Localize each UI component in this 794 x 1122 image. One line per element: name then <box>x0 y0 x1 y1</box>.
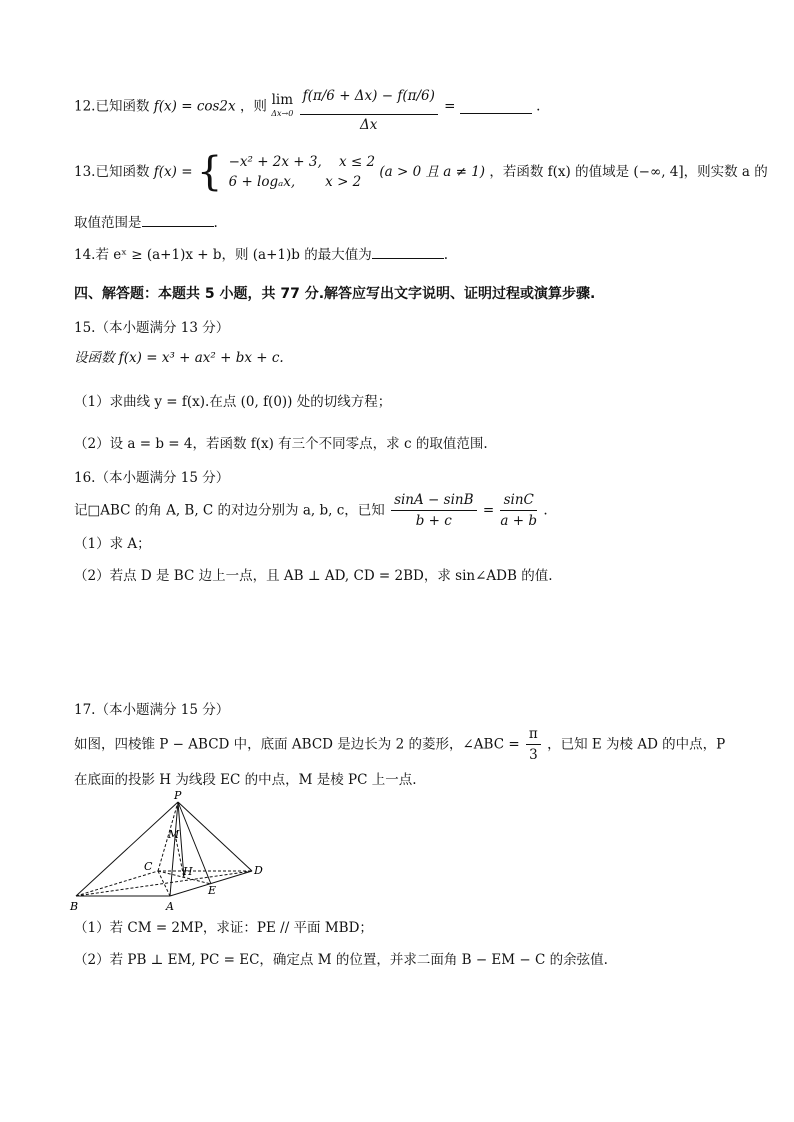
label-D: D <box>254 864 263 877</box>
q17-part2: （2）若 PB ⊥ EM, PC = EC，确定点 M 的位置，并求二面角 B − EM − C 的余弦值. <box>74 952 608 968</box>
q17-stem-a: 如图，四棱锥 P − ABCD 中，底面 ABCD 是边长为 2 的菱形，∠ABC = <box>74 736 520 753</box>
q17-stem-b: ，已知 E 为棱 AD 的中点，P <box>547 736 726 753</box>
label-C: C <box>144 860 153 873</box>
q16-frac1-num: sinA − sinB <box>391 490 476 511</box>
q13-param: (a > 0 且 a ≠ 1) <box>379 164 486 180</box>
q13-brace: { <box>196 149 223 195</box>
q15-part1: （1）求曲线 y = f(x).在点 (0, f(0)) 处的切线方程； <box>74 394 392 410</box>
label-M: M <box>168 828 180 841</box>
q17-stem-line2: 在底面的投影 H 为线段 EC 的中点，M 是棱 PC 上一点. <box>74 772 417 788</box>
question-14 <box>74 244 754 265</box>
q13-line2: 取值范围是 <box>74 215 142 231</box>
q16-part1: （1）求 A； <box>74 536 151 552</box>
q17-title: 17.（本小题满分 15 分） <box>74 702 230 718</box>
edge-BC <box>76 871 158 896</box>
question-13-line2 <box>74 212 754 233</box>
q17-part1: （1）若 CM = 2MP，求证：PE // 平面 MBD； <box>74 920 373 936</box>
q12-func-def: f(x) = cos2x <box>153 98 236 115</box>
q12-equals: = <box>444 98 456 115</box>
q13-case1 <box>229 152 376 172</box>
label-B: B <box>70 900 79 913</box>
q17-angle-fraction <box>526 724 541 765</box>
edge-PD <box>178 802 252 871</box>
q12-end: . <box>536 98 541 115</box>
q16-fraction-2 <box>500 490 537 531</box>
q16-part2: （2）若点 D 是 BC 边上一点，且 AB ⊥ AD, CD = 2BD，求 sin∠ADB 的值. <box>74 568 553 584</box>
q16-frac2-den: a + b <box>500 513 538 529</box>
q17-angle-den: 3 <box>529 747 538 763</box>
q17-angle-num: π <box>526 724 541 745</box>
q12-fraction <box>300 78 438 135</box>
q16-frac2-num: sinC <box>500 490 537 511</box>
q14-text: 14.若 eˣ ≥ (a+1)x + b，则 (a+1)b 的最大值为 <box>74 247 372 263</box>
q12-lim-sub: Δx→0 <box>271 108 294 118</box>
q16-frac1-den: b + c <box>415 513 452 529</box>
q13-piecewise <box>227 152 376 192</box>
q12-prefix: 12.已知函数 <box>74 98 150 115</box>
q13-case2-cond: x > 2 <box>325 174 362 190</box>
q13-answer-blank <box>142 212 214 227</box>
pyramid-figure <box>66 790 276 914</box>
label-E: E <box>208 884 217 897</box>
q12-limit <box>271 91 294 120</box>
q16-title: 16.（本小题满分 15 分） <box>74 470 230 486</box>
section-4-heading: 四、解答题：本题共 5 小题，共 77 分.解答应写出文字说明、证明过程或演算步骤. <box>74 286 596 302</box>
q12-lim-word: lim <box>271 91 293 108</box>
edge-BD <box>76 871 252 896</box>
q14-answer-blank <box>372 244 444 259</box>
q13-end: . <box>213 215 218 231</box>
q15-part2: （2）设 a = b = 4，若函数 f(x) 有三个不同零点，求 c 的取值范围. <box>74 436 488 452</box>
q15-stem: 设函数 f(x) = x³ + ax² + bx + c. <box>74 350 284 366</box>
q16-fraction-1 <box>391 490 476 531</box>
q15-title: 15.（本小题满分 13 分） <box>74 320 230 336</box>
q13-mid: ，若函数 f(x) 的值域是 (−∞, 4]，则实数 a 的 <box>489 164 768 180</box>
label-A: A <box>166 900 174 913</box>
label-P: P <box>174 790 182 802</box>
label-H: H <box>183 865 193 878</box>
segment-CA <box>158 871 170 896</box>
q17-stem <box>74 724 754 768</box>
q14-end: . <box>443 247 449 263</box>
q13-case1-cond: x ≤ 2 <box>338 154 376 170</box>
q12-then: ，则 <box>239 98 267 115</box>
q13-case2-expr: 6 + logₐx, <box>228 174 296 190</box>
q16-stem <box>74 490 754 534</box>
q13-fx: f(x) = <box>153 164 193 180</box>
q12-answer-blank <box>460 99 532 114</box>
q13-case2 <box>229 172 376 192</box>
question-12 <box>74 78 754 138</box>
question-13 <box>74 149 768 196</box>
q13-prefix: 13.已知函数 <box>74 164 150 180</box>
q16-equals: = <box>482 502 495 519</box>
q12-numerator: f(π/6 + Δx) − f(π/6) <box>300 78 438 115</box>
q13-case1-expr: −x² + 2x + 3, <box>228 154 322 170</box>
q16-stem-end: . <box>543 502 548 519</box>
q16-stem-a: 记□ABC 的角 A, B, C 的对边分别为 a, b, c，已知 <box>74 502 385 519</box>
q12-denominator: Δx <box>360 117 378 133</box>
